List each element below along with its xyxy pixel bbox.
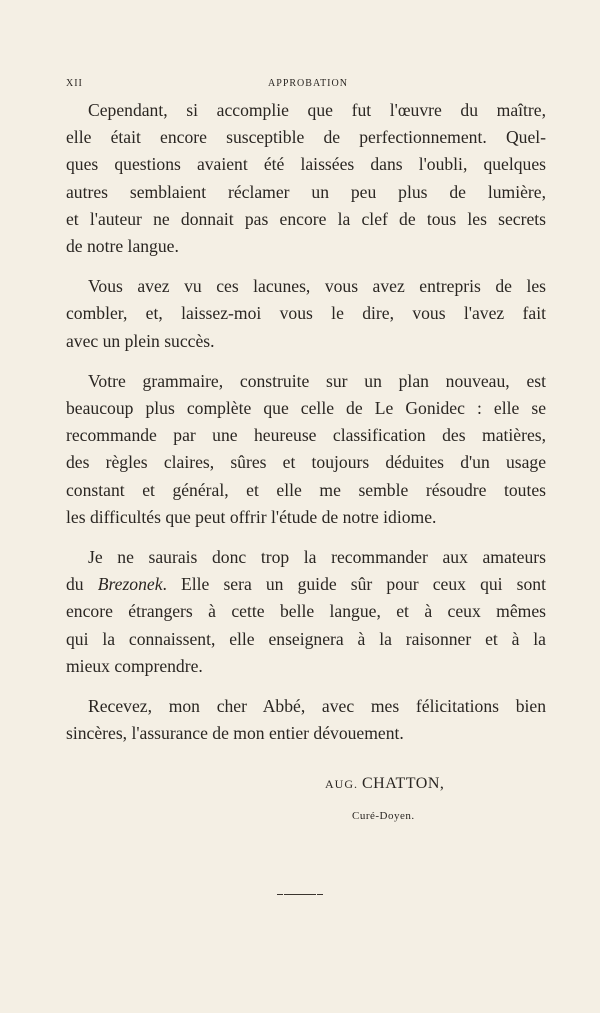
body-text	[66, 97, 546, 760]
paragraph-2	[66, 273, 546, 355]
text-line: Recevez, mon cher Abbé, avec mes félicitations bien	[88, 696, 546, 717]
paragraph-1	[66, 97, 546, 260]
paragraph-4	[66, 544, 546, 680]
text-line: Je ne saurais donc trop la recommander aux amateurs	[88, 547, 546, 568]
text-line	[66, 571, 546, 598]
text-line: ques questions avaient été laissées dans l'oubli, quelques	[66, 154, 546, 175]
signature-name: CHATTON,	[362, 775, 445, 792]
text-line: autres semblaient réclamer un peu plus de lumière,	[66, 181, 546, 202]
text-line: Cependant, si accomplie que fut l'œuvre du maître,	[88, 100, 546, 120]
signature-abbr: AUG.	[325, 777, 358, 791]
text-line: mieux comprendre.	[66, 655, 203, 676]
paragraph-5	[66, 693, 546, 747]
page-number: XII	[66, 78, 83, 89]
text-line: constant et général, et elle me semble résoudre toutes	[66, 479, 546, 500]
text-line: Vous avez vu ces lacunes, vous avez entrepris de les	[88, 276, 546, 297]
text-line: les difficultés que peut offrir l'étude de notre idiome.	[66, 506, 437, 527]
text-line: beaucoup plus complète que celle de Le Gonidec : elle se	[66, 398, 546, 419]
text-line: encore étrangers à cette belle langue, et à ceux mêmes	[66, 601, 546, 622]
text-line: de notre langue.	[66, 236, 179, 257]
italic-term: Brezonek	[97, 574, 163, 595]
text-line: et l'auteur ne donnait pas encore la clef de tous les secrets	[66, 208, 546, 229]
text-line: sincères, l'assurance de mon entier dévouement.	[66, 723, 404, 744]
text-line: elle était encore susceptible de perfectionnement. Quel-	[66, 127, 546, 148]
text-fragment: . Elle sera un guide sûr pour ceux qui sont	[162, 574, 546, 595]
text-line: avec un plein succès.	[66, 330, 215, 351]
text-fragment: du	[66, 574, 98, 595]
header-title: APPROBATION	[268, 78, 348, 89]
text-line: recommande par une heureuse classification des matières,	[66, 425, 546, 446]
text-line: des règles claires, sûres et toujours déduites d'un usage	[66, 452, 546, 473]
running-head	[66, 78, 550, 92]
paragraph-3	[66, 368, 546, 531]
signature	[325, 775, 444, 793]
text-line: Votre grammaire, construite sur un plan nouveau, est	[88, 370, 546, 391]
signature-title: Curé-Doyen.	[352, 810, 415, 822]
text-line: qui la connaissent, elle enseignera à la raisonner et à la	[66, 628, 546, 649]
text-line: combler, et, laissez-moi vous le dire, vous l'avez fait	[66, 303, 546, 324]
end-rule	[284, 894, 316, 895]
